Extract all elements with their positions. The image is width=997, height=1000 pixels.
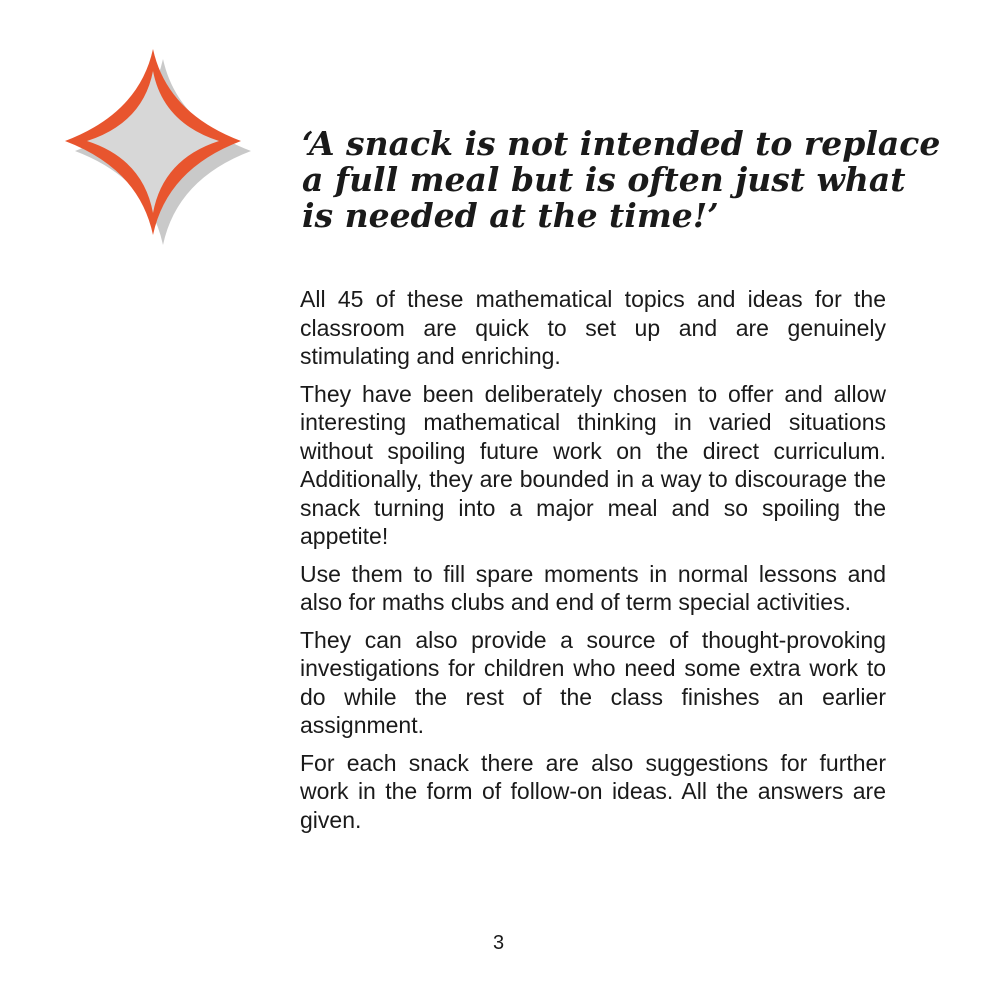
paragraph: They have been deliberately chosen to offer and allow interesting mathematical thinking in varied situations without spoiling future work on the direct curriculum. Additionally, they are bounded in a way to discourage the snack turning into a major meal and so spoiling the appetite!	[300, 380, 886, 549]
quote-line: is needed at the time!’	[302, 196, 719, 235]
body-text	[300, 285, 886, 843]
diamond-svg	[55, 45, 255, 245]
page-number: 3	[492, 932, 505, 954]
paragraph: For each snack there are also suggestions for further work in the form of follow-on ideas. All the answers are given.	[300, 749, 886, 833]
pull-quote	[302, 124, 941, 235]
paragraph: Use them to fill spare moments in normal lessons and also for maths clubs and end of term special activities.	[300, 560, 886, 615]
quote-line: ‘A snack is not intended to replace	[302, 124, 941, 163]
paragraph: All 45 of these mathematical topics and ideas for the classroom are quick to set up and are genuinely stimulating and enriching.	[300, 286, 886, 369]
diamond-icon	[55, 45, 255, 245]
diamond-fill	[87, 71, 219, 213]
paragraph: They can also provide a source of thought-provoking investigations for children who need some extra work to do while the rest of the class finishes an earlier assignment.	[300, 626, 886, 738]
quote-line: a full meal but is often just what	[302, 160, 906, 199]
